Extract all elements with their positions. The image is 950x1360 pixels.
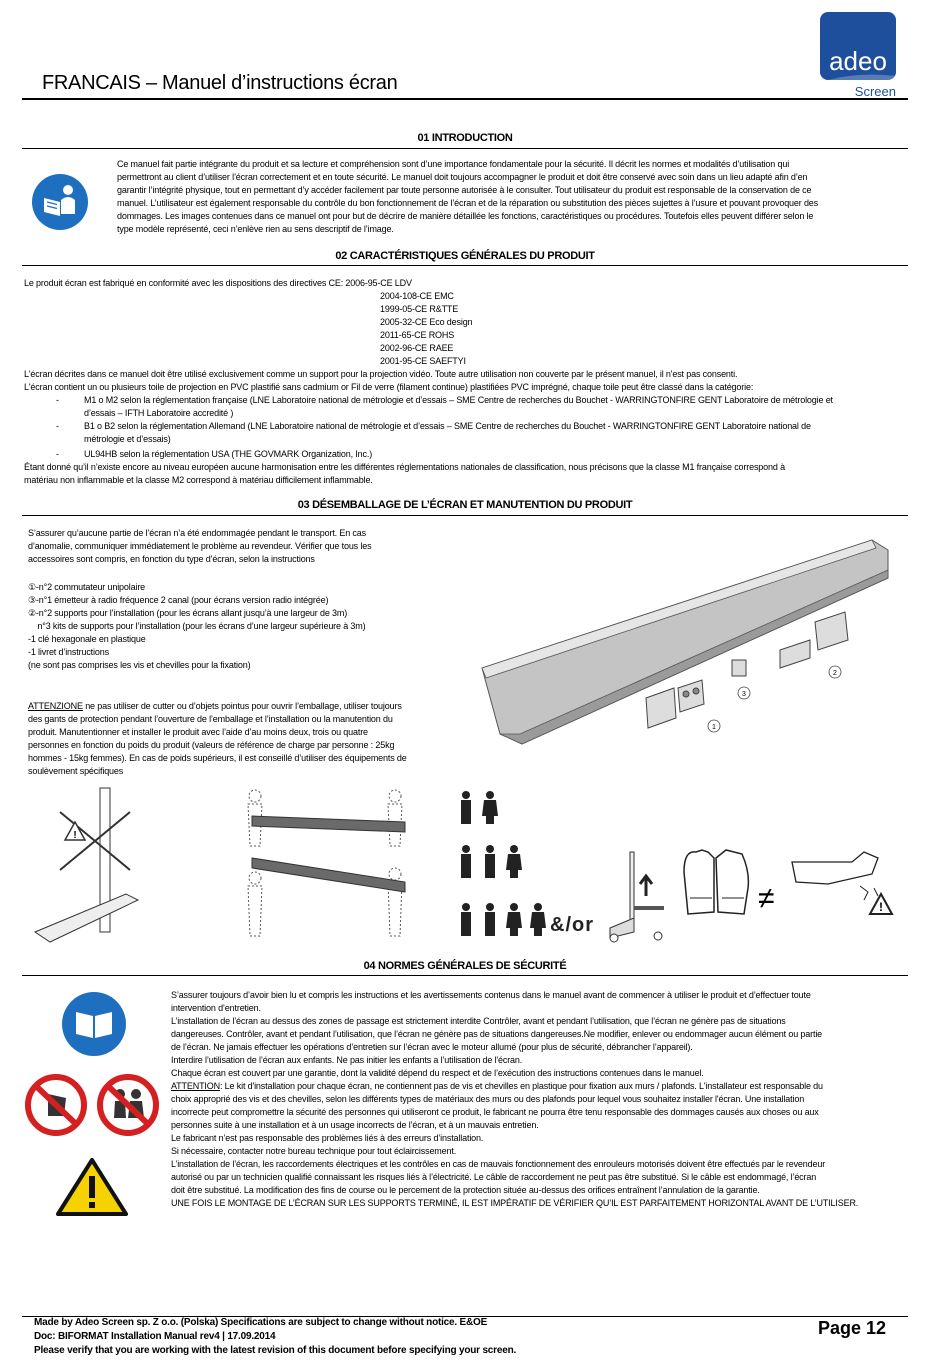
and-or-label: &/or (550, 914, 594, 936)
attention-paragraph: ATTENZIONE ne pas utiliser de cutter ou d’objets pointus pour ouvrir l’emballage, utiliser toujours des gants de protection pendant l’ouverture de l’emballage et l’installation ou la manutention du produit. Manutentionner et installer le produit avec l’aide d’au moins deux, trois ou quatre personnes en fonction du poids du produit (valeurs de référence de charge par personne : 25kg hommes - 15kg femmes). En cas de poids supérieurs, il est conseillé d’utiliser des équipements de soulèvement spécifiques (28, 701, 407, 776)
no-cutter-illustration (30, 782, 140, 952)
directive-item: 2002-96-CE RAEE (380, 343, 454, 353)
intro-paragraph: Ce manuel fait partie intégrante du produit et sa lecture et compréhension sont d’une importance fondamentale pour la sécurité. Il décrit les normes et modalités d’utilisation qui permettront au client d’utiliser l’écran correctement et en toute sécurité. Le manuel doit toujours accompagner le produit et doit être conservé avec soin dans un lieu adapté afin d’en garantir l’intégrité physique, tout en permettant d’y accéder facilement par toute personne autorisée à le consulter. Tout utilisateur du produit est responsable de la conservation de ce manuel. L’utilisateur est également responsable du contrôle du bon fonctionnement de l’écran et de la réparation ou substitution des pièces sujettes à l’usure et pouvant provoquer des dommages. Les images contenues dans ce manuel ont pour but de décrire de manière détaillée les fonctions, caractéristiques ou procédures. Toutefois elles peuvent différer selon le type modèle représenté, ceci n’enlève rien au sens descriptif de l’image. (117, 159, 819, 234)
cut-hand-hazard-icon (788, 848, 898, 930)
footer-document-ref: Doc: BIFORMAT Installation Manual rev4 | 17.09.2014 (34, 1331, 276, 1342)
lift-equipment-icon (606, 848, 668, 946)
section-divider (22, 515, 908, 516)
page-title: FRANCAIS – Manuel d’instructions écran (42, 72, 398, 94)
classification-bullet: - UL94HB selon la réglementation USA (THE GOVMARK Organization, Inc.) (56, 449, 373, 459)
logo-text: adeo (829, 46, 887, 76)
no-children-icon (100, 1077, 156, 1133)
list-item: (ne sont pas comprises les vis et chevilles pour la fixation) (28, 660, 251, 670)
svg-text:!: ! (73, 830, 77, 841)
figure-label: 3 (742, 691, 746, 698)
page-number: Page 12 (818, 1318, 887, 1338)
footer-revision-notice: Please verify that you are working with the latest revision of this document before specifying your screen. (34, 1345, 517, 1356)
protective-gloves-icon (678, 842, 754, 922)
logo-subtext: Screen (854, 84, 896, 98)
accessory-list (28, 581, 448, 672)
section-divider (22, 148, 908, 149)
directives-intro: Le produit écran est fabriqué en conformité avec les dispositions des directives CE: 2006-95-CE LDV (24, 278, 412, 288)
directive-item: 2004-108-CE EMC (380, 291, 454, 301)
no-touch-icon (28, 1077, 84, 1133)
figure-label: 2 (833, 670, 837, 677)
svg-text:!: ! (879, 900, 883, 914)
list-item: ③-n°1 émetteur à radio fréquence 2 canal (pour écrans version radio intégrée) (28, 595, 329, 605)
directive-item: 2001-95-CE SAEFTYI (380, 356, 466, 366)
directive-item: 1999-05-CE R&TTE (380, 304, 459, 314)
footer-manufacturer: Made by Adeo Screen sp. Z o.o. (Polska) Specifications are subject to change without notice. E&OE (34, 1317, 488, 1328)
directive-item: 2011-65-CE ROHS (380, 330, 455, 340)
warning-triangle-icon (56, 1158, 128, 1216)
classification-bullet: - B1 o B2 selon la réglementation Allemand (LNE Laboratoire national de métrologie et d’essais – SME Centre de recherches du Bouchet - WARRINGTONFIRE GENT Laboratoire national de métrologie et d’essais) (56, 421, 811, 444)
header-divider (22, 98, 908, 100)
section-title-unpacking: 03 DÉSEMBALLAGE DE L’ÉCRAN ET MANUTENTION DU PRODUIT (297, 499, 633, 511)
attention-label: ATTENTION (171, 1081, 220, 1091)
list-item: -1 livret d’instructions (28, 647, 109, 657)
adeo-logo (818, 10, 900, 98)
section-divider (22, 265, 908, 266)
screen-cassette-illustration (470, 528, 910, 758)
figure-label: 1 (712, 724, 716, 731)
read-book-icon (62, 992, 126, 1056)
directive-item: 2005-32-CE Eco design (380, 317, 473, 327)
section-title-introduction: 01 INTRODUCTION (417, 132, 513, 144)
attention-label: ATTENZIONE (28, 701, 83, 711)
unpacking-intro: S’assurer qu’aucune partie de l’écran n’a été endommagée pendant le transport. En cas d’anomalie, communiquer immédiatement le problème au revendeur. Vérifier que tous les accessoires sont compris, en fonction du type d’écran, selon la instructions (28, 528, 372, 564)
list-item: n°3 kits de supports pour l’installation (pour les écrans d’une largeur supérieure à 3m) (28, 621, 366, 631)
list-item: ①-n°2 commutateur unipolaire (28, 582, 146, 592)
usage-paragraph: L'écran décrites dans ce manuel doit être utilisé exclusivement comme un support pour la projection vidéo. Toute autre utilisation non couverte par le présent manuel, il n'est pas consenti. (24, 369, 738, 379)
section-divider (22, 975, 908, 976)
not-equal-icon: ≠ (758, 882, 775, 915)
list-item: ②-n°2 supports pour l’installation (pour les écrans allant jusqu’à une largeur de 3m) (28, 608, 348, 618)
section-title-characteristics: 02 CARACTÉRISTIQUES GÉNÉRALES DU PRODUIT (335, 250, 595, 262)
prohibition-icons (24, 1072, 164, 1138)
harmonisation-paragraph: Étant donné qu’il n’existe encore au niveau européen aucune harmonisation entre les différentes réglementations nationales de classification, nous précisons que la classe M1 française correspond à matériau non inflammable et la classe M2 correspond à matériau difficilement inflammable. (24, 462, 785, 485)
read-manual-icon (32, 174, 88, 230)
two-person-lift-illustration (240, 786, 420, 956)
safety-paragraph: S’assurer toujours d’avoir bien lu et compris les instructions et les avertissements contenus dans le manuel avant de commencer à utiliser le produit et d’effectuer toute intervention d’entretien. L’installation de l’écran au dessus des zones de passage est strictement interdite Contrôler, avant et pendant l’utilisation, que l’écran ne génère pas de situations dangereuses. Contrôler, avant et pendant l’utilisation, que l’écran ne génère pas de situations dangereuses.Ne modifier, enlever ou endommager aucun élément ou partie de l’écran. Ne jamais effectuer les opérations d’entretien sur l’écran avec le moteur allumé (pour plus de sécurité, débrancher l’appareil). Interdire l’utilisation de l’écran aux enfants. Ne pas initier les enfants a l’utilisation de l'écran. Chaque écran est couvert par une garantie, dont la validité dépend du respect et de l’exécution des instructions contenues dans le manuel. ATTENTION: Le kit d'installation pour chaque écran, ne contiennent pas de vis et chevilles en plastique pour fixation aux murs / plafonds. L'installateur est responsable du choix approprié des vis et des chevilles, selon les différents types de matériaux des murs ou des plafonds pour lequel vous souhaitez installer l'écran. Une installation incorrecte peut compromettre la sécurité des personnes qui utiliseront ce produit, le fabricant ne pourra être tenu responsable des dommages causés aux choses ou aux personnes suite à une installation et à un usage incorrects de l’écran, et à un mauvais entretien. Le fabricant n’est pas responsable des problèmes liés à des erreurs d’installation. Si nécessaire, contacter notre bureau technique pour tout éclaircissement. L’installation de l’écran, les raccordements électriques et les contrôles en cas de mauvais fonctionnement des enrouleurs motorisés doivent être effectués par le revendeur autorisé ou par un technicien qualifié connaissant les risques liés à l’électricité. Le câble de raccordement ne peut pas être substitué. Si le câble est endommagé, l’écran doit être substitué. La modification des fins de course ou le percement de la protection située au-dessus des orifices entraînent l’annulation de la garantie. UNE FOIS LE MONTAGE DE L’ÉCRAN SUR LES SUPPORTS TERMINÉ, IL EST IMPÉRATIF DE VÉRIFIER QU’IL EST PARFAITEMENT HORIZONTAL AVANT DE L’UTILISER. (171, 990, 859, 1208)
list-item: -1 clé hexagonale en plastique (28, 634, 146, 644)
material-paragraph: L'écran contient un ou plusieurs toile de projection en PVC plastifié sans cadmium or Fil de verre (filament continue) plastifiées PVC imprégné, chaque toile peut être classé dans la catégorie: (24, 382, 754, 392)
classification-bullet: - M1 o M2 selon la réglementation française (LNE Laboratoire national de métrologie et d’essais – SME Centre de recherches du Bouchet - WARRINGTONFIRE GENT Laboratoire de métrologie et d’essais – IFTH Laboratoire accredité ) (56, 395, 833, 418)
section-title-safety: 04 NORMES GÉNÉRALES DE SÉCURITÉ (363, 960, 567, 972)
